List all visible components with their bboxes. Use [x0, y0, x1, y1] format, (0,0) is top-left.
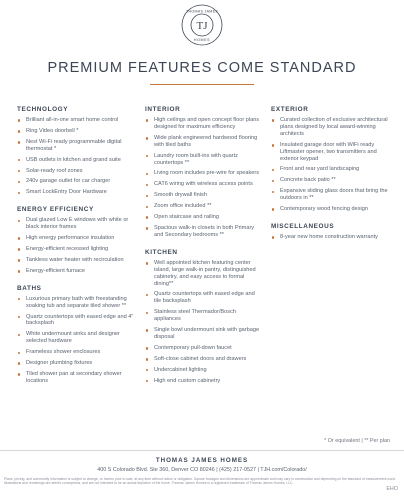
section-heading-exterior: EXTERIOR: [271, 106, 309, 113]
footnote-legend: * Or equivalent | ** Per plan: [324, 438, 390, 444]
feature-item: Open staircase and railing: [145, 214, 261, 221]
feature-item: Laundry room built-ins with quartz countertops **: [145, 153, 261, 167]
column-right: [271, 106, 391, 245]
feature-item: Designer plumbing fixtures: [17, 360, 137, 367]
feature-item: CAT6 wiring with wireless access points: [145, 181, 261, 188]
equal-housing-logo: EHO: [386, 486, 398, 492]
feature-item: USB outlets in kitchen and grand suite: [17, 157, 137, 164]
feature-item: Insulated garage door with WiFi ready Liftmaster opener, two transmitters and exterior keypad: [271, 142, 391, 163]
section-heading-interior: INTERIOR: [145, 106, 181, 113]
feature-item: Ring Video doorbell *: [17, 128, 137, 135]
feature-item: Nest Wi-Fi ready programmable digital thermostat *: [17, 139, 137, 153]
kitchen-list: [145, 260, 261, 385]
section-heading-technology: TECHNOLOGY: [17, 106, 69, 113]
section-heading-baths: BATHS: [17, 284, 42, 292]
logo-bottom-text: HOMES: [193, 38, 211, 42]
feature-item: Stainless steel Thermador/Bosch appliances: [145, 309, 261, 323]
feature-item: Front and rear yard landscaping: [271, 166, 391, 173]
feature-item: Contemporary pull-down faucet: [145, 345, 261, 352]
feature-item: 240v garage outlet for car charger: [17, 178, 137, 185]
column-left: [17, 106, 137, 389]
feature-item: Tiled shower pan at secondary shower locations: [17, 371, 137, 385]
feature-item: High end custom cabinetry: [145, 378, 261, 385]
feature-item: Luxurious primary bath with freestanding soaking tub and separate tiled shower **: [17, 296, 137, 310]
feature-item: Brilliant all-in-one smart home control: [17, 117, 137, 124]
feature-item: Expansive sliding glass doors that bring the outdoors in **: [271, 188, 391, 202]
section-heading-misc: MISCELLANEOUS: [271, 222, 335, 230]
misc-list: [271, 234, 391, 241]
feature-item: Concrete back patio **: [271, 177, 391, 184]
feature-item: Smart LockEntry Door Hardware: [17, 189, 137, 196]
page-title: PREMIUM FEATURES COME STANDARD: [47, 60, 357, 76]
feature-item: Energy-efficient recessed lighting: [17, 246, 137, 253]
feature-item: Quartz countertops with eased edge and tile backsplash: [145, 291, 261, 305]
feature-item: Energy-efficient furnace: [17, 268, 137, 275]
feature-item: Soft-close cabinet doors and drawers: [145, 356, 261, 363]
energy-list: [17, 217, 137, 274]
feature-item: White undermount sinks and designer selected hardware: [17, 331, 137, 345]
exterior-list: [271, 117, 391, 213]
feature-item: Contemporary wood fencing design: [271, 206, 391, 213]
feature-item: High ceilings and open concept floor plans designed for maximum efficiency: [145, 117, 261, 131]
section-heading-kitchen: KITCHEN: [145, 248, 178, 256]
technology-list: [17, 117, 137, 196]
feature-item: Undercabinet lighting: [145, 367, 261, 374]
feature-item: Curated collection of exclusive architectural plans designed by local award-winning architects: [271, 117, 391, 138]
feature-item: Wide plank engineered hardwood flooring with tiled baths: [145, 135, 261, 149]
footer-disclaimer: Plans, pricing, and community information is subject to change, or homes prior to sale, at any time without notice or obligation. Square footages and dimensions are approximate and may vary in construction and depending on the standard of measurement used. Illustrations and renderings are artist's conceptions, and are not intended to be an actual depiction of the home. Thomas James Homes is a registered trademark of Thomas James Homes, LLC.: [4, 477, 396, 486]
feature-item: Solar-ready roof zones: [17, 168, 137, 175]
feature-item: Dual glazed Low E windows with white or black interior frames: [17, 217, 137, 231]
footer-brand: THOMAS JAMES HOMES: [155, 457, 249, 464]
feature-item: Tankless water heater with recirculation: [17, 257, 137, 264]
feature-item: Zoom office included **: [145, 203, 261, 210]
footer-divider: [0, 450, 404, 451]
feature-item: Single bowl undermount sink with garbage disposal: [145, 327, 261, 341]
logo-top-text: THOMAS JAMES: [186, 9, 218, 14]
section-heading-energy: ENERGY EFFICIENCY: [17, 206, 94, 214]
logo-monogram: TJ: [196, 20, 208, 32]
tj-logo: [181, 4, 223, 46]
feature-item: Smooth drywall finish: [145, 192, 261, 199]
feature-item: Frameless shower enclosures: [17, 349, 137, 356]
feature-item: Living room includes pre-wire for speakers: [145, 170, 261, 177]
column-middle: [145, 106, 261, 388]
interior-list: [145, 117, 261, 239]
feature-item: Quartz countertops with eased edge and 4" backsplash: [17, 314, 137, 328]
feature-item: 8-year new home construction warranty: [271, 234, 391, 241]
feature-item: Spacious walk-in closets in both Primary and Secondary bedrooms **: [145, 225, 261, 239]
feature-item: High energy performance insulation: [17, 235, 137, 242]
title-divider: [150, 84, 254, 85]
footer-address: 400 S Colorado Blvd. Ste 360, Denver CO 80246 | (425) 217-0527 | TJH.com/Colorado/: [97, 467, 307, 473]
baths-list: [17, 296, 137, 385]
feature-item: Well appointed kitchen featuring center island, large walk-in pantry, distinguished cabinetry, and easy access to formal dining**: [145, 260, 261, 288]
